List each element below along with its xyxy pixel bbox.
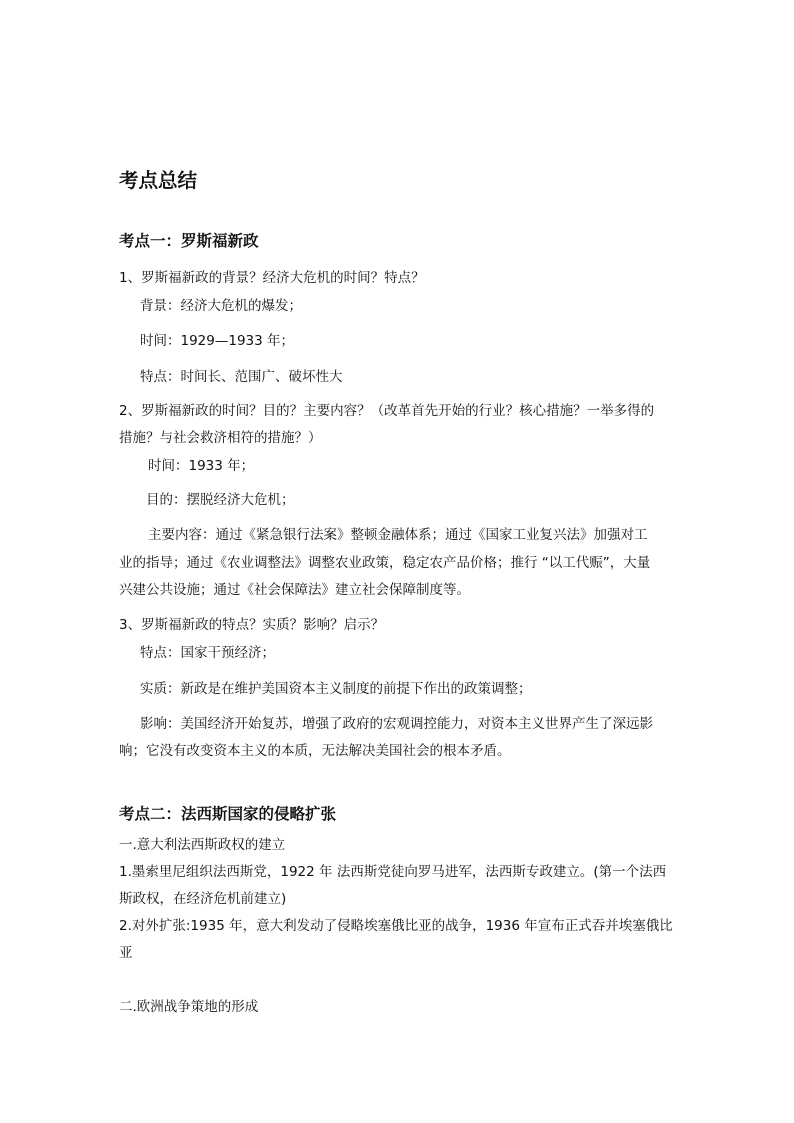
page-title: 考点总结 (119, 169, 198, 192)
point-1-line-2: 斯政权，在经济危机前建立) (119, 891, 287, 907)
subsection-1: 一.意大利法西斯政权的建立 (119, 837, 286, 853)
q1-background: 背景：经济大危机的爆发； (140, 298, 302, 314)
q2-content-line-1: 主要内容：通过《紧急银行法案》整顿金融体系；通过《国家工业复兴法》加强对工 (148, 527, 648, 543)
q1-time: 时间：1929—1933 年； (140, 333, 295, 349)
subsection-2: 二.欧洲战争策地的形成 (119, 999, 259, 1015)
point-1-line-1: 1.墨索里尼组织法西斯党，1922 年 法西斯党徒向罗马进军，法西斯专政建立。(第一个法西 (119, 864, 667, 880)
point-2-line-2: 亚 (119, 945, 133, 961)
q3-essence: 实质：新政是在维护美国资本主义制度的前提下作出的政策调整； (140, 681, 532, 697)
point-2-line-1: 2.对外扩张:1935 年，意大利发动了侵略埃塞俄比亚的战争，1936 年宣布正式吞并埃塞俄比 (119, 918, 673, 934)
q3-impact-line-2: 响；它没有改变资本主义的本质，无法解决美国社会的根本矛盾。 (119, 743, 511, 759)
q2-time: 时间：1933 年； (148, 458, 255, 474)
question-2-line-2: 措施？与社会救济相符的措施？） (119, 430, 322, 446)
q3-impact-line-1: 影响：美国经济开始复苏，增强了政府的宏观调控能力，对资本主义世界产生了深远影 (140, 716, 653, 732)
question-1: 1、罗斯福新政的背景？经济大危机的时间？特点？ (119, 270, 425, 286)
q2-aim: 目的：摆脱经济大危机； (146, 492, 295, 508)
q3-features: 特点：国家干预经济； (140, 645, 275, 661)
question-3: 3、罗斯福新政的特点？实质？影响？启示？ (119, 617, 385, 633)
section-heading-1: 考点一：罗斯福新政 (119, 232, 259, 250)
q1-features: 特点：时间长、范围广、破坏性大 (140, 369, 343, 385)
q2-content-line-2: 业的指导；通过《农业调整法》调整农业政策，稳定农产品价格；推行 “以工代赈”，大量 (119, 555, 651, 571)
section-heading-2: 考点二：法西斯国家的侵略扩张 (119, 805, 337, 823)
q2-content-line-3: 兴建公共设施；通过《社会保障法》建立社会保障制度等。 (119, 582, 470, 598)
question-2-line-1: 2、罗斯福新政的时间？目的？主要内容？（改革首先开始的行业？核心措施？一举多得的 (119, 403, 655, 419)
